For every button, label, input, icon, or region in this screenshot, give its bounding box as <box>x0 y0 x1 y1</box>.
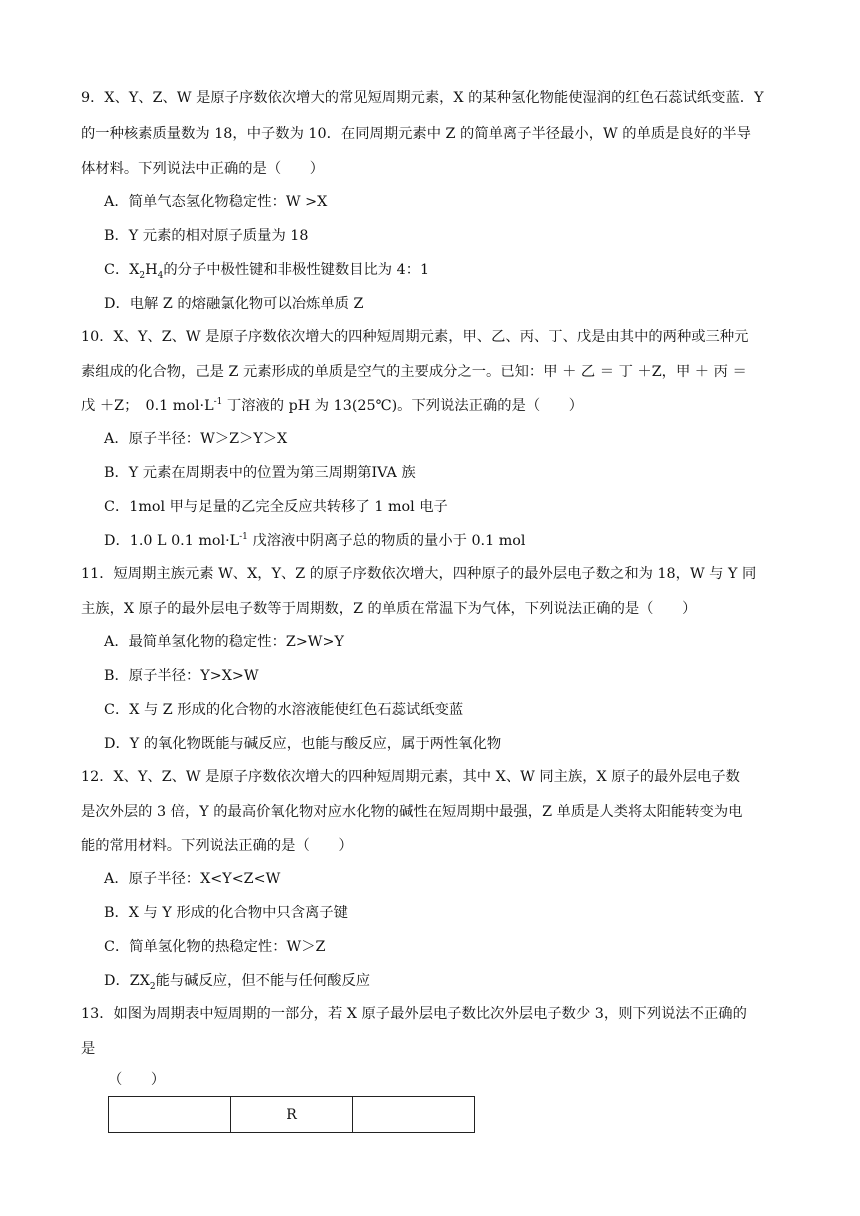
q11-option-a: A．最简单氢化物的稳定性：Z>W>Y <box>104 634 344 650</box>
q10-stem-line3-pre: 戊 ＋Z； 0.1 mol·L <box>81 398 214 414</box>
q12-option-c: C．简单氢化物的热稳定性：W＞Z <box>104 939 326 955</box>
q10-option-c: C．1mol 甲与足量的乙完全反应共转移了 1 mol 电子 <box>104 499 448 515</box>
q9-stem-line1: 9．X、Y、Z、W 是原子序数依次增大的常见短周期元素，X 的某种氢化物能使湿润的红色石蕊试纸变蓝．Y <box>81 90 764 106</box>
q13-stem-line1: 13．如图为周期表中短周期的一部分，若 X 原子最外层电子数比次外层电子数少 3，则下列说法不正确的 <box>81 1006 747 1022</box>
q10-option-d-post: 戊溶液中阴离子总的物质的量小于 0.1 mol <box>247 533 526 549</box>
q9-option-c-sub2: 4 <box>157 270 164 281</box>
q10-option-d-pre: D．1.0 L 0.1 mol·L <box>104 533 240 549</box>
q11-option-b: B．原子半径：Y>X>W <box>104 668 259 684</box>
q12-stem-line2: 是次外层的 3 倍，Y 的最高价氧化物对应水化物的碱性在短周期中最强，Z 单质是人类将太阳能转变为电 <box>81 804 743 820</box>
q12-option-d-sub: 2 <box>149 981 156 992</box>
q10-option-a: A．原子半径：W＞Z＞Y＞X <box>104 431 288 447</box>
q10-stem-line3-post: 丁溶液的 pH 为 13(25℃)。下列说法正确的是（ ） <box>222 398 584 414</box>
q9-stem-line2: 的一种核素质量数为 18，中子数为 10．在同周期元素中 Z 的简单离子半径最小，W 的单质是良好的半导 <box>81 126 751 142</box>
q12-option-a: A．原子半径：X<Y<Z<W <box>104 871 281 887</box>
table-row <box>109 1097 475 1133</box>
q9-option-a: A．简单气态氢化物稳定性：W >X <box>104 194 328 210</box>
table-cell-left <box>109 1097 231 1133</box>
q9-option-c-pre: C．X <box>104 262 140 278</box>
q11-stem-line1: 11．短周期主族元素 W、X，Y、Z 的原子序数依次增大，四种原子的最外层电子数之和为 18，W 与 Y 同 <box>81 566 757 582</box>
q10-stem-line2: 素组成的化合物，己是 Z 元素形成的单质是空气的主要成分之一。已知：甲 ＋ 乙 ＝ 丁 ＋Z，甲 ＋ 丙 ＝ <box>81 364 747 380</box>
q11-option-c: C．X 与 Z 形成的化合物的水溶液能使红色石蕊试纸变蓝 <box>104 702 464 718</box>
q12-stem-line3: 能的常用材料。下列说法正确的是（ ） <box>81 838 353 854</box>
table-cell-middle: R <box>231 1097 353 1133</box>
q10-option-b: B．Y 元素在周期表中的位置为第三周期第IVA 族 <box>104 465 416 481</box>
q12-option-d-pre: D．ZX <box>104 973 150 989</box>
q9-option-d: D．电解 Z 的熔融氯化物可以冶炼单质 Z <box>104 296 364 312</box>
q9-stem-line3: 体材料。下列说法中正确的是（ ） <box>81 161 325 177</box>
q12-option-d-post: 能与碱反应，但不能与任何酸反应 <box>155 973 371 989</box>
q9-option-b: B．Y 元素的相对原子质量为 18 <box>104 228 309 244</box>
q9-option-c <box>104 260 834 280</box>
q9-option-c-post: 的分子中极性键和非极性键数目比为 4：1 <box>163 262 430 278</box>
table-cell-right <box>353 1097 475 1133</box>
q12-option-b: B．X 与 Y 形成的化合物中只含离子键 <box>104 905 348 921</box>
periodic-table-fragment <box>108 1096 475 1133</box>
q11-option-d: D．Y 的氧化物既能与碱反应，也能与酸反应，属于两性氧化物 <box>104 736 502 752</box>
q10-stem-line3-sup: -1 <box>213 397 223 408</box>
q12-option-d <box>104 971 834 991</box>
q11-stem-line2: 主族，X 原子的最外层电子数等于周期数，Z 的单质在常温下为气体，下列说法正确的是（ ） <box>81 601 697 617</box>
q13-answer-paren: （ ） <box>108 1072 166 1088</box>
q13-stem-line2: 是 <box>81 1041 96 1057</box>
q10-option-d <box>104 531 834 551</box>
q10-stem-line1: 10．X、Y、Z、W 是原子序数依次增大的四种短周期元素，甲、乙、丙、丁、戊是由其中的两种或三种元 <box>81 329 749 345</box>
q9-option-c-sub1: 2 <box>139 270 146 281</box>
q12-stem-line1: 12．X、Y、Z、W 是原子序数依次增大的四种短周期元素，其中 X、W 同主族，X 原子的最外层电子数 <box>81 769 740 785</box>
q9-option-c-mid: H <box>145 262 158 278</box>
q10-stem-line3 <box>81 396 811 416</box>
q10-option-d-sup: -1 <box>239 532 248 543</box>
